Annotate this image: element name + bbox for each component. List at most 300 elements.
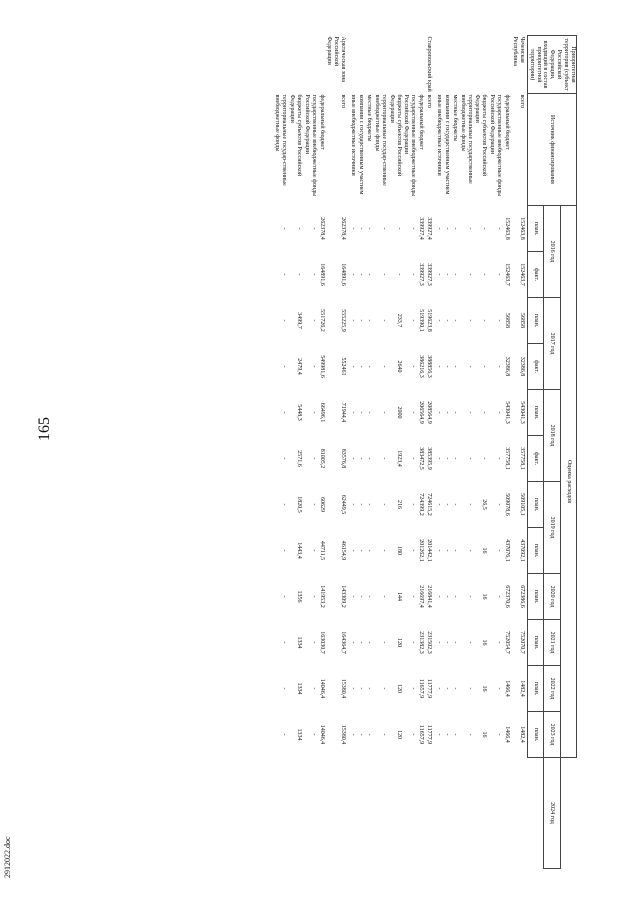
value-cell: 152463,7 (503, 263, 510, 286)
table-row (302, 36, 317, 869)
value-cell: 437076,1 (503, 539, 510, 562)
value-cell: 383472,5 (418, 447, 425, 470)
value-cell: 32386,8 (518, 356, 525, 377)
value-cell: - (365, 687, 372, 690)
value-cell: - (443, 687, 450, 690)
value-cell: 386216,3 (418, 355, 425, 378)
value-cell: - (365, 365, 372, 368)
value-cell: - (410, 641, 417, 644)
header-sub: план. (527, 712, 543, 758)
value-cell: - (365, 273, 372, 276)
table-row (348, 36, 356, 869)
value-cell: - (281, 503, 288, 506)
value-cell: 262378,4 (340, 217, 347, 240)
value-cell: - (350, 549, 357, 552)
value-cell: - (310, 411, 317, 414)
value-cell: 339927,4 (418, 217, 425, 240)
value-cell: - (481, 457, 488, 460)
value-cell: 11657,9 (418, 724, 425, 745)
value-cell: - (365, 595, 372, 598)
value-cell: 11777,9 (426, 724, 433, 745)
value-cell: 163030,7 (318, 631, 325, 654)
value-cell: - (496, 227, 503, 230)
value-cell: 201262,1 (418, 539, 425, 562)
value-cell: 14046,4 (318, 724, 325, 745)
value-cell: - (451, 503, 458, 506)
header-sub: план. (527, 298, 543, 344)
value-cell: - (410, 503, 417, 506)
value-cell: - (310, 227, 317, 230)
value-cell: - (395, 227, 402, 230)
value-cell: 2000 (395, 406, 402, 419)
table-row (387, 36, 402, 869)
value-cell: - (435, 503, 442, 506)
territory-cell (416, 36, 424, 94)
table-row (450, 36, 458, 869)
value-cell: - (481, 411, 488, 414)
territory-cell: Чеченская Республика (511, 36, 525, 66)
value-cell: - (358, 549, 365, 552)
table-row (502, 36, 510, 869)
value-cell: - (410, 549, 417, 552)
source-cell: всего (340, 94, 347, 109)
value-cell: 3499,7 (295, 312, 302, 329)
value-cell: 1466,4 (503, 726, 510, 743)
value-cell: - (358, 503, 365, 506)
value-cell: 2640 (395, 360, 402, 373)
value-cell: - (451, 457, 458, 460)
expenditure-table (272, 35, 577, 869)
value-cell: - (451, 227, 458, 230)
value-cell: 509078,6 (503, 493, 510, 516)
value-cell: 543041,3 (503, 401, 510, 424)
value-cell: 1334 (295, 682, 302, 695)
table-row (317, 36, 325, 869)
value-cell: - (310, 365, 317, 368)
value-cell: - (281, 273, 288, 276)
value-cell: - (358, 319, 365, 322)
value-cell: 519390,1 (418, 309, 425, 332)
value-cell: 437092,1 (518, 539, 525, 562)
value-cell: 5448,3 (295, 404, 302, 421)
value-cell: - (481, 227, 488, 230)
value-cell: 388856,3 (426, 355, 433, 378)
header-sub: план. (527, 574, 543, 620)
table-header (527, 36, 576, 869)
value-cell: 16 (481, 593, 488, 600)
table-row (434, 36, 442, 869)
value-cell: - (466, 641, 473, 644)
value-cell: - (380, 365, 387, 368)
value-cell: 81005,2 (318, 448, 325, 469)
territory-cell (287, 36, 302, 94)
value-cell: - (365, 411, 372, 414)
value-cell: 16 (481, 731, 488, 738)
value-cell: - (410, 365, 417, 368)
value-cell: 201442,1 (426, 539, 433, 562)
value-cell: - (435, 687, 442, 690)
value-cell: 231502,3 (426, 631, 433, 654)
source-cell: иные внебюджетные источники (350, 94, 357, 176)
territory-cell (487, 36, 502, 94)
source-cell: компании с государственным участием (358, 94, 365, 195)
table-row (272, 36, 287, 869)
table-row (402, 36, 417, 869)
table-row (364, 36, 372, 869)
value-cell: 11777,9 (426, 678, 433, 699)
value-cell: 15380,4 (340, 678, 347, 699)
value-cell: - (310, 273, 317, 276)
value-cell: 44711,5 (318, 540, 325, 561)
territory-cell (502, 36, 510, 94)
value-cell: - (358, 457, 365, 460)
source-cell: федеральный бюджет (418, 94, 425, 150)
header-year: 2021 год (544, 620, 560, 666)
source-cell: местные бюджеты (365, 94, 372, 142)
value-cell: - (350, 457, 357, 460)
value-cell: - (466, 411, 473, 414)
document-id: 2912022.doc (3, 836, 12, 878)
value-cell: 551726,2 (318, 309, 325, 332)
header-sub: план. (527, 666, 543, 712)
value-cell: - (481, 273, 488, 276)
header-year: 2017 год (544, 298, 560, 390)
value-cell: - (380, 595, 387, 598)
value-cell: - (380, 457, 387, 460)
value-cell: - (350, 733, 357, 736)
value-cell: 672370,6 (503, 585, 510, 608)
header-year: 2023 год (544, 712, 560, 758)
value-cell: - (310, 733, 317, 736)
value-cell: 164891,6 (318, 263, 325, 286)
source-cell: иные внебюджетные источники (435, 94, 442, 176)
value-cell: 83576,8 (340, 448, 347, 469)
header-sub: план. (527, 620, 543, 666)
value-cell: 120 (395, 638, 402, 647)
value-cell: - (358, 411, 365, 414)
value-cell: - (435, 733, 442, 736)
value-cell: 56858 (518, 313, 525, 328)
header-sub: факт. (527, 252, 543, 298)
value-cell: - (281, 733, 288, 736)
value-cell: - (496, 595, 503, 598)
value-cell: - (380, 687, 387, 690)
value-cell: - (443, 733, 450, 736)
source-cell: государственные внебюджетные фонды Российской Федерации (303, 94, 317, 197)
value-cell: 357758,1 (503, 447, 510, 470)
value-cell: - (466, 595, 473, 598)
value-cell: - (295, 227, 302, 230)
value-cell: 1334 (295, 728, 302, 741)
value-cell: - (358, 595, 365, 598)
value-cell: 144 (395, 592, 402, 601)
header-year: 2016 год (544, 206, 560, 298)
value-cell: 2571,6 (295, 450, 302, 467)
value-cell: 549981,6 (318, 355, 325, 378)
table-row (287, 36, 302, 869)
value-cell: - (350, 595, 357, 598)
value-cell: - (380, 503, 387, 506)
value-cell: - (451, 319, 458, 322)
source-cell: всего (426, 94, 433, 109)
value-cell: - (466, 457, 473, 460)
value-cell: - (310, 503, 317, 506)
territory-cell (402, 36, 417, 94)
value-cell: 208564,9 (426, 401, 433, 424)
territory-cell (272, 36, 287, 94)
value-cell: - (310, 319, 317, 322)
header-year: 2024 год (544, 758, 560, 869)
value-cell: - (451, 595, 458, 598)
value-cell: - (281, 549, 288, 552)
value-cell: - (350, 411, 357, 414)
value-cell: - (466, 733, 473, 736)
value-cell: - (350, 365, 357, 368)
value-cell: - (451, 733, 458, 736)
value-cell: 752054,7 (503, 631, 510, 654)
header-year: 2022 год (544, 666, 560, 712)
value-cell: - (451, 687, 458, 690)
value-cell: - (451, 641, 458, 644)
value-cell: 16 (481, 547, 488, 554)
value-cell: - (380, 733, 387, 736)
value-cell: - (350, 641, 357, 644)
value-cell: - (496, 273, 503, 276)
value-cell: 16 (481, 639, 488, 646)
value-cell: - (410, 273, 417, 276)
source-cell: бюджеты субъектов Российской Федерации (289, 94, 302, 177)
header-estimate: Оценка расходов (560, 206, 576, 758)
territory-cell (364, 36, 372, 94)
source-cell: компании с государственным участием (443, 94, 450, 195)
value-cell: 16 (481, 685, 488, 692)
table-row (442, 36, 450, 869)
value-cell: 152463,8 (518, 217, 525, 240)
source-cell: бюджеты субъектов Российской Федерации (474, 94, 488, 177)
header-territory: Приоритетная территория (субъект Российской Федерации, входящий в состав приоритетной территории) (527, 36, 576, 94)
value-cell: - (435, 411, 442, 414)
value-cell: - (358, 365, 365, 368)
value-cell: - (435, 365, 442, 368)
value-cell: 120 (395, 684, 402, 693)
territory-cell (434, 36, 442, 94)
header-sub: факт. (527, 344, 543, 390)
value-cell: - (451, 365, 458, 368)
value-cell: - (358, 687, 365, 690)
value-cell: - (410, 227, 417, 230)
value-cell: - (443, 319, 450, 322)
source-cell: федеральный бюджет (318, 94, 325, 150)
value-cell: - (350, 319, 357, 322)
value-cell: 552461 (340, 357, 347, 376)
territory-cell (348, 36, 356, 94)
value-cell: - (435, 549, 442, 552)
value-cell: - (410, 411, 417, 414)
value-cell: 1443,4 (295, 542, 302, 559)
value-cell: - (365, 549, 372, 552)
header-source: Источник финансирования (527, 94, 576, 206)
value-cell: - (496, 549, 503, 552)
source-cell: государственные внебюджетные фонды Российской Федерации (403, 94, 417, 197)
value-cell: - (496, 503, 503, 506)
value-cell: - (350, 503, 357, 506)
value-cell: 143309,2 (340, 585, 347, 608)
value-cell: - (496, 319, 503, 322)
territory-cell (302, 36, 317, 94)
value-cell: - (358, 227, 365, 230)
value-cell: - (380, 549, 387, 552)
value-cell: 216 (395, 500, 402, 509)
header-year: 2018 год (544, 390, 560, 482)
table-row (424, 36, 434, 869)
value-cell: - (466, 687, 473, 690)
territory-cell (442, 36, 450, 94)
value-cell: 555225,9 (340, 309, 347, 332)
value-cell: - (281, 319, 288, 322)
value-cell: 1356 (295, 590, 302, 603)
value-cell: - (481, 365, 488, 368)
value-cell: - (358, 733, 365, 736)
value-cell: - (466, 365, 473, 368)
value-cell: - (410, 457, 417, 460)
value-cell: - (365, 457, 372, 460)
value-cell: - (443, 227, 450, 230)
header-year: 2019 год (544, 482, 560, 574)
value-cell: - (358, 641, 365, 644)
territory-cell (317, 36, 325, 94)
value-cell: 357758,1 (518, 447, 525, 470)
value-cell: - (410, 733, 417, 736)
value-cell: - (435, 595, 442, 598)
value-cell: 724399,2 (418, 493, 425, 516)
value-cell: - (358, 273, 365, 276)
value-cell: - (410, 319, 417, 322)
value-cell: - (281, 365, 288, 368)
value-cell: 46154,9 (340, 540, 347, 561)
territory-cell (356, 36, 364, 94)
value-cell: - (435, 319, 442, 322)
value-cell: - (443, 595, 450, 598)
page-number: 165 (36, 417, 53, 441)
value-cell: - (496, 733, 503, 736)
value-cell: 385395,9 (426, 447, 433, 470)
value-cell: 216697,4 (418, 585, 425, 608)
header-sub: план. (527, 206, 543, 252)
value-cell: - (310, 457, 317, 460)
value-cell: 672386,6 (518, 585, 525, 608)
territory-cell: Арктическая зона Российской Федерации (326, 36, 347, 82)
value-cell: 26,5 (481, 499, 488, 510)
value-cell: - (466, 503, 473, 506)
value-cell: 262378,4 (318, 217, 325, 240)
table-row (356, 36, 364, 869)
territory-cell: Ставропольский край (426, 36, 433, 92)
value-cell: - (281, 687, 288, 690)
value-cell: 14046,4 (318, 678, 325, 699)
value-cell: - (466, 319, 473, 322)
value-cell: - (380, 319, 387, 322)
value-cell: - (295, 273, 302, 276)
value-cell: 1923,4 (395, 450, 402, 467)
value-cell: - (410, 687, 417, 690)
value-cell: - (443, 457, 450, 460)
value-cell: - (451, 549, 458, 552)
value-cell: 152463,8 (503, 217, 510, 240)
value-cell: - (466, 273, 473, 276)
value-cell: - (395, 273, 402, 276)
value-cell: 206564,9 (418, 401, 425, 424)
territory-cell (458, 36, 473, 94)
value-cell: - (443, 549, 450, 552)
source-cell: территориальные государ-ственные внебюджетные фонды (373, 94, 387, 186)
value-cell: 141953,2 (318, 585, 325, 608)
value-cell: - (496, 457, 503, 460)
header-sub: план. (527, 528, 543, 574)
value-cell: - (380, 641, 387, 644)
value-cell: - (435, 227, 442, 230)
value-cell: 62449,5 (340, 494, 347, 515)
table-row (487, 36, 502, 869)
value-cell: - (365, 503, 372, 506)
value-cell: 15380,4 (340, 724, 347, 745)
value-cell: - (443, 411, 450, 414)
value-cell: - (350, 227, 357, 230)
value-cell: 152463,7 (518, 263, 525, 286)
value-cell: 233,7 (395, 313, 402, 328)
value-cell: - (281, 227, 288, 230)
value-cell: - (410, 595, 417, 598)
value-cell: - (310, 641, 317, 644)
value-cell: 11657,9 (418, 678, 425, 699)
territory-cell (450, 36, 458, 94)
value-cell: - (380, 227, 387, 230)
value-cell: 1482,4 (518, 726, 525, 743)
value-cell: - (281, 641, 288, 644)
source-cell: федеральный бюджет (503, 94, 510, 150)
value-cell: - (435, 273, 442, 276)
value-cell: - (281, 411, 288, 414)
value-cell: 56858 (503, 313, 510, 328)
value-cell: - (451, 273, 458, 276)
source-cell: местные бюджеты (451, 94, 458, 142)
territory-cell (387, 36, 402, 94)
table-row (372, 36, 387, 869)
value-cell: 66496,1 (318, 402, 325, 423)
territory-cell (372, 36, 387, 94)
table-row (473, 36, 488, 869)
value-cell: - (435, 641, 442, 644)
value-cell: - (466, 227, 473, 230)
value-cell: - (496, 411, 503, 414)
source-cell: всего (518, 94, 525, 109)
value-cell: 543041,3 (518, 401, 525, 424)
value-cell: - (380, 273, 387, 276)
value-cell: - (435, 457, 442, 460)
value-cell: - (496, 365, 503, 368)
territory-cell (473, 36, 488, 94)
value-cell: - (281, 457, 288, 460)
value-cell: 1820,5 (295, 496, 302, 513)
table-row (458, 36, 473, 869)
header-sub: факт. (527, 436, 543, 482)
value-cell: - (310, 549, 317, 552)
value-cell: 32386,8 (503, 356, 510, 377)
value-cell: - (451, 411, 458, 414)
source-cell: бюджеты субъектов Российской Федерации (388, 94, 402, 177)
value-cell: - (310, 687, 317, 690)
rotated-table-container (110, 35, 577, 869)
value-cell: - (443, 365, 450, 368)
